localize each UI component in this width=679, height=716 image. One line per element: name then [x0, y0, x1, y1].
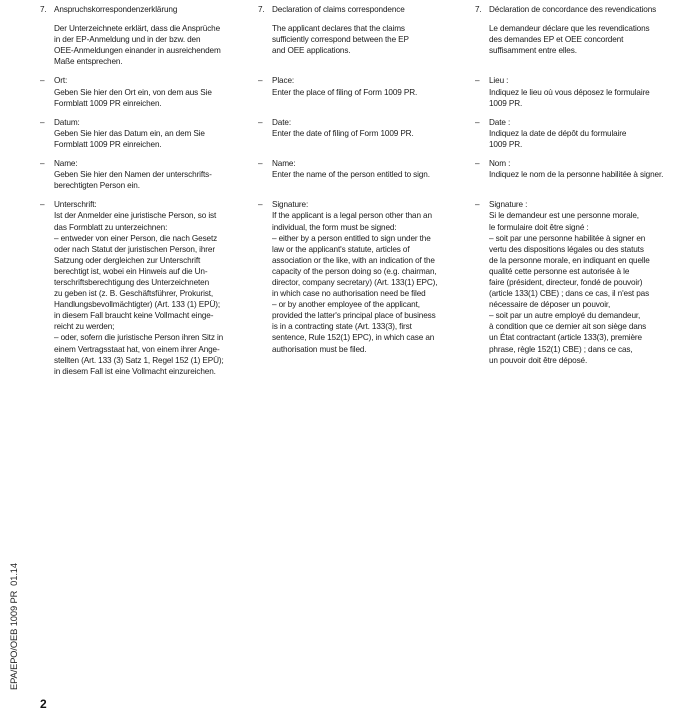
- dash-marker: –: [258, 76, 263, 86]
- dash-marker: –: [40, 117, 45, 127]
- intro-cell-de: [40, 23, 258, 67]
- item-name-cell-fr: [475, 158, 675, 191]
- section-heading-en: Declaration of claims correspondence: [272, 5, 405, 14]
- item-name-fr: Nom : Indiquez le nom de la personne habilitée à signer.: [489, 159, 664, 180]
- section-number: 7.: [40, 5, 47, 14]
- document-page: [40, 4, 675, 377]
- dash-marker: –: [258, 117, 263, 127]
- item-place-de: Ort: Geben Sie hier den Ort ein, von dem aus Sie Formblatt 1009 PR einreichen.: [54, 76, 212, 108]
- page-number: 2: [40, 697, 47, 711]
- item-name-cell-en: [258, 158, 475, 191]
- item-name-cell-de: [40, 158, 258, 191]
- item-date-cell-fr: [475, 117, 675, 150]
- item-date-en: Date: Enter the date of filing of Form 1009 PR.: [272, 117, 414, 138]
- intro-cell-en: [258, 23, 475, 67]
- intro-cell-fr: [475, 23, 675, 67]
- dash-marker: –: [475, 159, 480, 169]
- heading-cell-de: [40, 4, 258, 15]
- heading-cell-fr: [475, 4, 675, 15]
- dash-marker: –: [40, 200, 45, 210]
- item-name-de: Name: Geben Sie hier den Namen der unterschrifts- berechtigten Person ein.: [54, 159, 212, 191]
- dash-marker: –: [40, 159, 45, 169]
- intro-paragraph-de: Der Unterzeichnete erklärt, dass die Ansprüche in der EP-Anmeldung und in der bzw. den OEE-Anmeldungen einander in ausreichendem Maße entsprechen.: [54, 24, 221, 67]
- intro-paragraph-en: The applicant declares that the claims sufficiently correspond between the EP and OEE applications.: [272, 24, 409, 56]
- item-date-cell-de: [40, 117, 258, 150]
- section-heading-de: Anspruchskorrespondenzerklärung: [54, 5, 178, 14]
- dash-marker: –: [475, 76, 480, 86]
- item-signature-de: Unterschrift: Ist der Anmelder eine juristische Person, so ist das Formblatt zu unterzeichnen: – entweder von einer Person, die nach Gesetz oder nach Statut der juristischen Person, ihrer Satzung oder dergleichen zur Unterschrift berechtigt ist, wobei ein Hinweis auf die Un- terschriftsberechtigung des Unterzeichneten zu geben ist (z. B. Geschäftsführer, Prokurist, Handlungsbevollmächtigter) (Art. 133 (1) EPÜ); in diesem Fall braucht keine Vollmacht einge- reicht zu werden; – oder, sofern die juristische Person ihren Sitz in einem Vertragsstaat hat, von einem ihrer Ange- stellten (Art. 133 (3) Satz 1, Regel 152 (1) EPÜ); in diesem Fall ist eine Vollmacht einzureichen.: [54, 200, 224, 376]
- item-place-en: Place: Enter the place of filing of Form 1009 PR.: [272, 76, 418, 97]
- item-date-fr: Date : Indiquez la date de dépôt du formulaire 1009 PR.: [489, 117, 627, 149]
- form-code-footer: EPA/EPO/OEB 1009 PR 01.14: [9, 563, 19, 690]
- dash-marker: –: [258, 159, 263, 169]
- item-date-de: Datum: Geben Sie hier das Datum ein, an dem Sie Formblatt 1009 PR einreichen.: [54, 117, 205, 149]
- item-signature-cell-de: [40, 199, 258, 377]
- item-place-cell-fr: [475, 75, 675, 108]
- item-signature-fr: Signature : Si le demandeur est une personne morale, le formulaire doit être signé : – soit par une personne habilitée à signer en vertu des dispositions légales ou des statuts de la personne morale, en indiquant en quelle qualité cette personne est autorisée à le faire (président, directeur, fondé de pouvoir) (article 133(1) CBE) ; dans ce cas, il n'est pas nécessaire de déposer un pouvoir, – soit par un autre employé du demandeur, à condition que ce dernier ait son siège dans un État contractant (article 133(3), première phrase, règle 152(1) CBE) ; dans ce cas, un pouvoir doit être déposé.: [489, 200, 650, 365]
- item-signature-en: Signature: If the applicant is a legal person other than an individual, the form must be signed: – either by a person entitled to sign under the law or the applicant's statute, articles of association or the like, with an indication of the capacity of the person doing so (e.g. chairman, director, company secretary) (Art. 133(1) EPC), in which case no authorisation need be filed – or by another employee of the applicant, provided the latter's principal place of business is in a contracting state (Art. 133(3), first sentence, Rule 152(1) EPC), in which case an authorisation must be filed.: [272, 200, 438, 354]
- section-number: 7.: [475, 5, 482, 14]
- dash-marker: –: [258, 200, 263, 210]
- dash-marker: –: [475, 117, 480, 127]
- section-heading-fr: Déclaration de concordance des revendications: [489, 5, 657, 14]
- section-number: 7.: [258, 5, 265, 14]
- item-date-cell-en: [258, 117, 475, 150]
- dash-marker: –: [475, 200, 480, 210]
- intro-paragraph-fr: Le demandeur déclare que les revendications des demandes EP et OEE concordent suffisamment entre elles.: [489, 24, 650, 56]
- item-place-fr: Lieu : Indiquez le lieu où vous déposez le formulaire 1009 PR.: [489, 76, 650, 108]
- item-signature-cell-fr: [475, 199, 675, 377]
- dash-marker: –: [40, 76, 45, 86]
- item-name-en: Name: Enter the name of the person entitled to sign.: [272, 159, 430, 180]
- heading-cell-en: [258, 4, 475, 15]
- trilingual-instructions-grid: [40, 4, 675, 377]
- item-place-cell-de: [40, 75, 258, 108]
- item-signature-cell-en: [258, 199, 475, 377]
- item-place-cell-en: [258, 75, 475, 108]
